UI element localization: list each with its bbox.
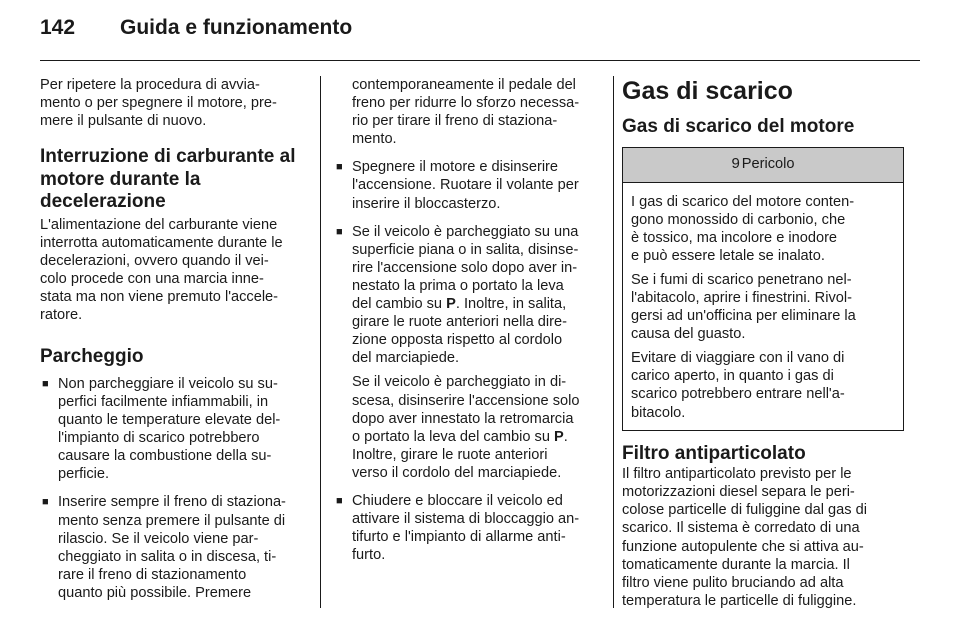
section-subtitle: Gas di scarico del motore: [622, 116, 855, 137]
chapter-title: Guida e funzionamento: [120, 16, 353, 39]
text-line: gersi ad un'officina per eliminare la: [631, 308, 856, 325]
text-line: colo procede con una marcia inne-: [40, 271, 264, 288]
section-title: Gas di scarico: [622, 77, 793, 105]
header-rule: [40, 60, 920, 61]
text-line: tifurto e l'impianto di allarme anti-: [352, 529, 566, 546]
text-line: interrotta automaticamente durante le: [40, 234, 283, 251]
text-line: I gas di scarico del motore conten-: [631, 193, 855, 210]
bullet-item: [334, 158, 604, 212]
text-line: superficie piana o in salita, disinse-: [352, 241, 579, 258]
text-line: l'impianto di scarico potrebbero: [58, 430, 260, 447]
heading-line: motore durante la: [40, 168, 201, 190]
bullet-paragraph: [352, 373, 604, 482]
bullet-item: [40, 375, 310, 484]
text-line: verso il cordolo del marciapiede.: [352, 464, 562, 481]
intro-paragraph: [40, 76, 310, 130]
text-line: [352, 428, 604, 446]
warning-box: [622, 147, 904, 431]
text-line: ■ Chiudere e bloccare il veicolo ed: [352, 492, 563, 509]
warning-body: [623, 183, 903, 430]
text-line: ■ Se il veicolo è parcheggiato su una: [352, 223, 579, 240]
text-line: quanto le temperature elevate del-: [58, 412, 281, 429]
text-line: cheggiato in salita o in discesa, ti-: [58, 548, 277, 565]
text-line: Il filtro antiparticolato previsto per le: [622, 466, 852, 483]
text-line: quanto più possibile. Premere: [58, 584, 252, 601]
text-line: freno per ridurre lo sforzo necessa-: [352, 95, 580, 112]
text-line: rare il freno di stazionamento: [58, 566, 247, 583]
text-line: causare la combustione della su-: [58, 448, 272, 465]
filter-paragraph: [622, 465, 904, 610]
column-left: [40, 76, 310, 602]
column-divider: [613, 76, 614, 608]
text-line: mento.: [352, 131, 397, 148]
text-line: perficie.: [58, 466, 110, 483]
text-line: mere il pulsante di nuovo.: [40, 113, 207, 130]
warning-header: [623, 148, 903, 183]
text-line: ■ Inserire sempre il freno di staziona-: [58, 494, 286, 511]
text-line: rire l'accensione solo dopo aver in-: [352, 259, 578, 276]
text-line: Inoltre, girare le ruote anteriori: [352, 446, 548, 463]
text-line: Per ripetere la procedura di avvia-: [40, 77, 260, 93]
text-line: Se il veicolo è parcheggiato in di-: [352, 374, 567, 391]
fuel-cutoff-heading: [40, 146, 310, 214]
fuel-cutoff-paragraph: [40, 216, 310, 325]
text-line: scarico potrebbero entrare nell'a-: [631, 386, 845, 403]
text-line: bitacolo.: [631, 404, 686, 421]
heading-line: decelerazione: [40, 191, 166, 213]
text-line: decelerazioni, ovvero quando il vei-: [40, 252, 269, 269]
column-right: [622, 76, 904, 610]
text-line: zione opposta rispetto al cordolo: [352, 332, 563, 349]
text-line: carico aperto, in quanto i gas di: [631, 368, 834, 385]
text-line: L'alimentazione del carburante viene: [40, 216, 278, 233]
text-line: [352, 295, 604, 313]
text-line: rio per tirare il freno di staziona-: [352, 113, 558, 130]
text-line: funzione autopulente che si attiva au-: [622, 538, 864, 555]
column-divider: [320, 76, 321, 608]
gear-p-symbol: P: [446, 296, 456, 313]
text-line: nestato la prima o portato la leva: [352, 277, 564, 294]
text-line: tomaticamente durante la marcia. Il: [622, 556, 850, 573]
gear-p-symbol: P: [554, 428, 564, 445]
text-line: Evitare di viaggiare con il vano di: [631, 350, 845, 367]
page-header: [40, 16, 920, 60]
text-line: rilascio. Se il veicolo viene par-: [58, 530, 259, 547]
text-line: furto.: [352, 547, 386, 564]
text-line: mento senza premere il pulsante di: [58, 512, 286, 529]
text-line: l'abitacolo, aprire i finestrini. Rivol-: [631, 289, 852, 306]
warning-triangle-icon: 9: [731, 155, 740, 173]
warning-paragraph: [631, 271, 895, 343]
text-line: perfici facilmente infiammabili, in: [58, 393, 269, 410]
bullet-item: [334, 223, 604, 482]
filter-heading: Filtro antiparticolato: [622, 442, 806, 464]
page-number: 142: [40, 16, 76, 39]
text-line: mento o per spegnere il motore, pre-: [40, 95, 277, 112]
text-line: contemporaneamente il pedale del: [352, 77, 576, 93]
text-line: attivare il sistema di bloccaggio an-: [352, 511, 580, 528]
text-line: colose particelle di fuliggine dal gas di: [622, 502, 868, 519]
text-fragment: del cambio su: [352, 296, 447, 313]
text-line: girare le ruote anteriori nella dire-: [352, 314, 567, 331]
text-line: dopo aver innestato la retromarcia: [352, 410, 574, 427]
text-line: e può essere letale se inalato.: [631, 247, 825, 264]
warning-label: Pericolo: [741, 156, 795, 173]
text-line: gono monossido di carbonio, che: [631, 211, 846, 228]
text-fragment: o portato la leva del cambio su: [352, 428, 554, 445]
continued-paragraph: [334, 76, 604, 148]
text-line: ■ Spegnere il motore e disinserire: [352, 159, 559, 176]
text-line: scarico. Il sistema è corredato di una: [622, 520, 860, 537]
text-fragment: . Inoltre, in salita,: [455, 296, 567, 313]
text-line: causa del guasto.: [631, 326, 746, 343]
column-middle: [334, 76, 604, 564]
text-fragment: .: [563, 428, 568, 445]
parking-heading: Parcheggio: [40, 346, 144, 368]
text-line: motorizzazioni diesel separa le peri-: [622, 484, 855, 501]
text-line: stata ma non viene premuto l'accele-: [40, 289, 279, 306]
text-line: scesa, disinserire l'accensione solo: [352, 392, 580, 409]
text-line: ratore.: [40, 307, 83, 324]
text-line: ■ Non parcheggiare il veicolo su su-: [58, 375, 278, 392]
text-line: inserire il bloccasterzo.: [352, 195, 501, 212]
warning-paragraph: [631, 193, 895, 265]
warning-paragraph: [631, 349, 895, 421]
text-line: Se i fumi di scarico penetrano nel-: [631, 271, 852, 288]
text-line: temperatura le particelle di fuliggine.: [622, 592, 857, 609]
bullet-item: [40, 493, 310, 602]
heading-line: Interruzione di carburante al: [40, 146, 296, 168]
text-line: l'accensione. Ruotare il volante per: [352, 177, 579, 194]
text-line: filtro viene pulito bruciando ad alta: [622, 574, 844, 591]
text-line: è tossico, ma incolore e inodore: [631, 229, 838, 246]
text-line: del marciapiede.: [352, 350, 460, 367]
bullet-item: [334, 492, 604, 564]
